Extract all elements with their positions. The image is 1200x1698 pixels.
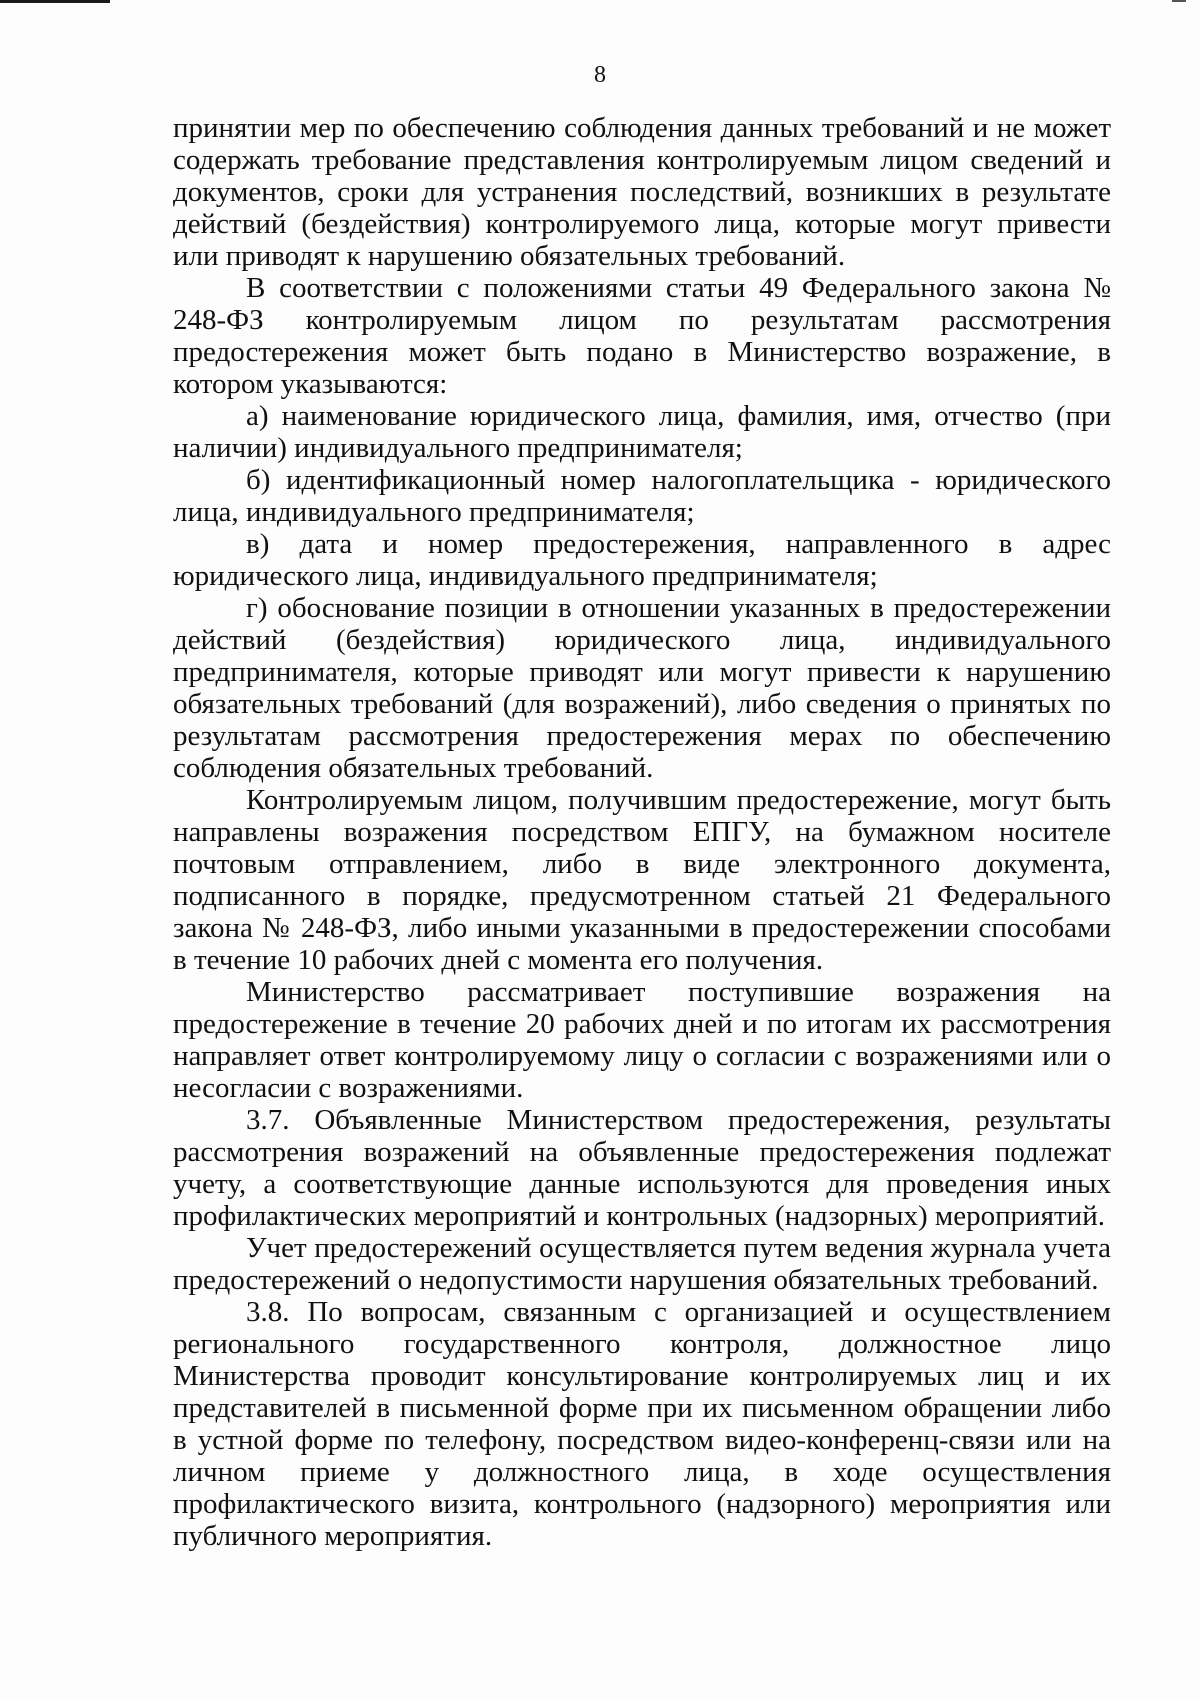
paragraph-section-3-7: 3.7. Объявленные Министерством предостережения, результаты рассмотрения возражений на объявленные предостережения подлежат учету, а соответствующие данные используются для проведения иных профилактических мероприятий и контрольных (надзорных) мероприятий. <box>173 1104 1111 1232</box>
list-item-v: в) дата и номер предостережения, направленного в адрес юридического лица, индивидуального предпринимателя; <box>173 528 1111 592</box>
paragraph-ministry-review: Министерство рассматривает поступившие возражения на предостережение в течение 20 рабочих дней и по итогам их рассмотрения направляет ответ контролируемому лицу о согласии с возражениями или о несогласии с возражениями. <box>173 976 1111 1104</box>
paragraph-continuation: принятии мер по обеспечению соблюдения данных требований и не может содержать требование представления контролируемым лицом сведений и документов, сроки для устранения последствий, возникших в результате действий (бездействия) контролируемого лица, которые могут привести или приводят к нарушению обязательных требований. <box>173 112 1111 272</box>
list-item-a: а) наименование юридического лица, фамилия, имя, отчество (при наличии) индивидуального предпринимателя; <box>173 400 1111 464</box>
document-body <box>173 112 1111 1552</box>
list-item-b: б) идентификационный номер налогоплательщика - юридического лица, индивидуального предпринимателя; <box>173 464 1111 528</box>
paragraph-objections-submission: Контролируемым лицом, получившим предостережение, могут быть направлены возражения посредством ЕПГУ, на бумажном носителе почтовым отправлением, либо в виде электронного документа, подписанного в порядке, предусмотренном статьей 21 Федерального закона № 248-ФЗ, либо иными указанными в предостережении способами в течение 10 рабочих дней с момента его получения. <box>173 784 1111 976</box>
scan-edge-mark-right <box>1172 0 1186 2</box>
page-number: 8 <box>594 62 606 88</box>
paragraph-article-49: В соответствии с положениями статьи 49 Федерального закона № 248-ФЗ контролируемым лицом по результатам рассмотрения предостережения может быть подано в Министерство возражение, в котором указываются: <box>173 272 1111 400</box>
scan-edge-mark <box>0 0 110 3</box>
paragraph-warnings-journal: Учет предостережений осуществляется путем ведения журнала учета предостережений о недопустимости нарушения обязательных требований. <box>173 1232 1111 1296</box>
paragraph-section-3-8: 3.8. По вопросам, связанным с организацией и осуществлением регионального государственного контроля, должностное лицо Министерства проводит консультирование контролируемых лиц и их представителей в письменной форме при их письменном обращении либо в устной форме по телефону, посредством видео-конференц-связи или на личном приеме у должностного лица, в ходе осуществления профилактического визита, контрольного (надзорного) мероприятия или публичного мероприятия. <box>173 1296 1111 1552</box>
list-item-g: г) обоснование позиции в отношении указанных в предостережении действий (бездействия) юридического лица, индивидуального предпринимателя, которые приводят или могут привести к нарушению обязательных требований (для возражений), либо сведения о принятых по результатам рассмотрения предостережения мерах по обеспечению соблюдения обязательных требований. <box>173 592 1111 784</box>
